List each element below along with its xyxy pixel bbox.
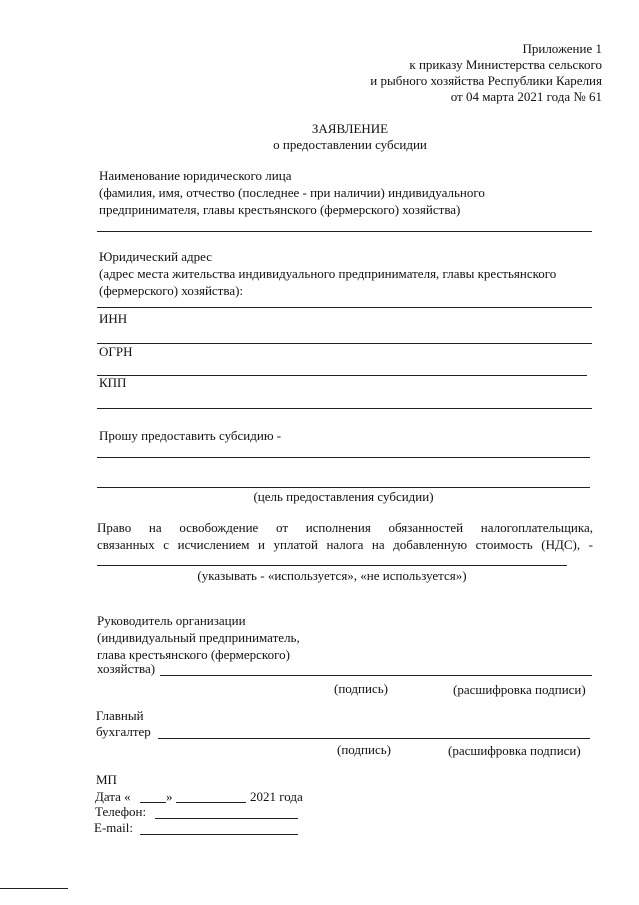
appendix-number: Приложение 1 [522,41,602,56]
kpp-label: КПП [99,375,127,390]
date-year: 2021 года [250,789,303,804]
phone-field[interactable] [155,818,298,819]
vat-status-caption: (указывать - «используется», «не используется») [197,568,467,583]
head-decode-caption: (расшифровка подписи) [453,682,586,697]
kpp-field[interactable] [97,408,592,409]
head-label-1: Руководитель организации [97,613,246,628]
head-signature-field[interactable] [160,675,592,676]
inn-field[interactable] [97,343,592,344]
head-label-2: (индивидуальный предприниматель, [97,630,300,645]
head-signature-caption: (подпись) [334,681,388,696]
ministry-line: и рыбного хозяйства Республики Карелия [370,73,602,88]
vat-text-line-1: Право на освобождение от исполнения обязанностей налогоплательщика, [97,520,593,535]
date-mid: » [166,789,173,804]
accountant-label-2: бухгалтер [96,724,151,739]
subsidy-purpose-field-2[interactable] [97,487,590,488]
order-date: от 04 марта 2021 года № 61 [450,89,602,104]
accountant-signature-field[interactable] [158,738,590,739]
vat-status-field[interactable] [97,565,567,566]
order-line: к приказу Министерства сельского [409,57,602,72]
legal-name-note-1: (фамилия, имя, отчество (последнее - при наличии) индивидуального [99,185,485,200]
phone-label: Телефон: [95,804,147,819]
subsidy-purpose-caption: (цель предоставления субсидии) [253,489,434,504]
inn-label: ИНН [99,311,128,326]
subsidy-request-label: Прошу предоставить субсидию - [99,428,282,443]
accountant-label-1: Главный [96,708,144,723]
legal-name-field[interactable] [97,231,592,232]
date-prefix: Дата « [95,789,131,804]
stamp-label: МП [96,772,117,787]
ogrn-label: ОГРН [99,344,133,359]
footnote-separator [0,888,68,889]
ogrn-field[interactable] [97,375,587,376]
date-month-field[interactable] [176,802,246,803]
legal-address-field[interactable] [97,307,592,308]
date-day-field[interactable] [140,802,166,803]
legal-address-label: Юридический адрес [99,249,213,264]
head-label-4: хозяйства) [97,661,156,676]
legal-name-label: Наименование юридического лица [99,168,292,183]
email-field[interactable] [140,834,298,835]
subsidy-purpose-field-1[interactable] [97,457,590,458]
legal-address-note-1: (адрес места жительства индивидуального предпринимателя, главы крестьянского [99,266,557,281]
document-title: ЗАЯВЛЕНИЕ [311,121,389,136]
accountant-decode-caption: (расшифровка подписи) [448,743,581,758]
email-label: E-mail: [94,820,133,835]
head-label-3: глава крестьянского (фермерского) [97,647,290,662]
legal-name-note-2: предпринимателя, главы крестьянского (фермерского) хозяйства) [99,202,461,217]
document-subtitle: о предоставлении субсидии [273,137,427,152]
vat-text-line-2: связанных с исчислением и уплатой налога на добавленную стоимость (НДС), - [97,537,593,552]
legal-address-note-2: (фермерского) хозяйства): [99,283,244,298]
accountant-signature-caption: (подпись) [337,742,391,757]
